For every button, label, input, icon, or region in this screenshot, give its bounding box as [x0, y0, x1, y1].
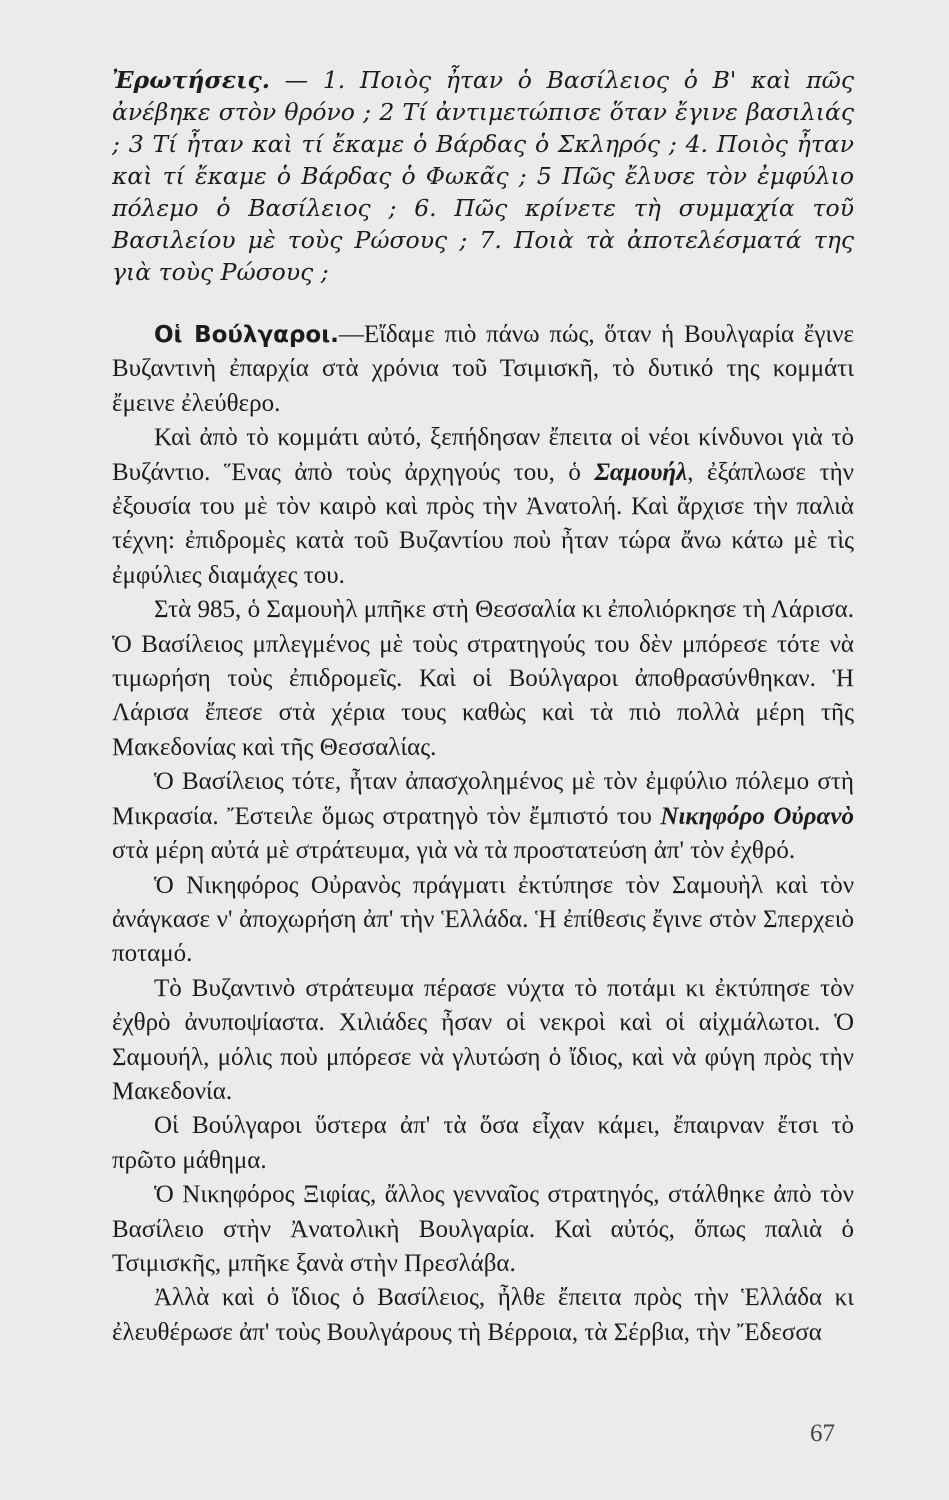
paragraph-7: Οἱ Βούλγαροι ὕστερα ἀπ' τὰ ὅσα εἶχαν κάμει, ἔπαιρναν ἔτσι τὸ πρῶτο μάθημα.: [112, 1112, 854, 1174]
paragraph-1: [112, 318, 854, 421]
paragraph-2-text-a: Καὶ ἀπὸ τὸ κομμάτι αὐτό, ξεπήδησαν ἔπειτα οἱ νέοι κίνδυνοι γιὰ τὸ Βυζάντιο. Ἕνας ἀπὸ τοὺς ἀρχηγούς του, ὁ: [112, 424, 854, 486]
page-number: 67: [810, 1420, 835, 1447]
paragraph-6: Τὸ Βυζαντινὸ στράτευμα πέρασε νύχτα τὸ ποτάμι κι ἐκτύπησε τὸν ἐχθρὸ ἀνυποψίαστα. Χιλιάδες ἦσαν οἱ νεκροὶ καὶ οἱ αἰχμάλωτοι. Ὁ Σαμουήλ, μόλις ποὺ μπόρεσε νὰ γλυτώση ὁ ἴδιος, καὶ νὰ φύγη πρὸς τὴν Μακεδονία.: [112, 974, 854, 1105]
paragraph-3: Στὰ 985, ὁ Σαμουὴλ μπῆκε στὴ Θεσσαλία κι ἐπολιόρκησε τὴ Λάρισα. Ὁ Βασίλειος μπλεγμένος μὲ τοὺς στρατηγούς του δὲν μπόρεσε τότε νὰ τιμωρήση τοὺς ἐπιδρομεῖς. Καὶ οἱ Βούλγαροι ἀποθρασύνθηκαν. Ἡ Λάρισα ἔπεσε στὰ χέρια τους καθὼς καὶ τὰ πιὸ πολλὰ μέρη τῆς Μακεδονίας καὶ τῆς Θεσσαλίας.: [112, 596, 854, 761]
paragraph-1-text: —Εἴδαμε πιὸ πάνω πώς, ὅταν ἡ Βουλγαρία ἔγινε Βυζαντινὴ ἐπαρχία στὰ χρόνια τοῦ Τσιμισκῆ, τὸ δυτικό της κομμάτι ἔμεινε ἐλεύθερο.: [112, 321, 855, 417]
paragraph-4-text-b: στὰ μέρη αὐτά μὲ στράτευμα, γιὰ νὰ τὰ προστατεύση ἀπ' τὸν ἐχθρό.: [112, 837, 796, 865]
paragraph-4-text-a: Ὁ Βασίλειος τότε, ἦταν ἀπασχολημένος μὲ τὸν ἐμφύλιο πόλεμο στὴ Μικρασία. Ἔστειλε ὅμως στρατηγὸ τὸν ἔμπιστό του: [112, 768, 854, 830]
paragraph-4: [112, 765, 854, 868]
paragraph-2-text-b: , ἐξάπλωσε τὴν ἐξουσία του μὲ τὸν καιρὸ καὶ πρὸς τὴν Ἀνατολή. Καὶ ἄρχισε τὴν παλιὰ τέχνη: ἐπιδρομὲς κατὰ τοῦ Βυζαντίου ποὺ ἦταν τώρα ἄνω κάτω μὲ τὶς ἐμφύλιες διαμάχες του.: [112, 458, 854, 589]
questions-label: Ἐρωτήσεις.: [112, 66, 270, 94]
questions-text: — 1. Ποιὸς ἦταν ὁ Βασίλειος ὁ Β' καὶ πῶς ἀνέβηκε στὸν θρόνο ; 2 Τί ἀντιμετώπισε ὅταν ἔγινε βασιλιάς ; 3 Τί ἦταν καὶ τί ἔκαμε ὁ Βάρδας ὁ Σκληρός ; 4. Ποιὸς ἦταν καὶ τί ἔκαμε ὁ Βάρδας ὁ Φωκᾶς ; 5 Πῶς ἔλυσε τὸν ἐμφύλιο πόλεμο ὁ Βασίλειος ; 6. Πῶς κρίνετε τὴ συμμαχία τοῦ Βασιλείου μὲ τοὺς Ρώσους ; 7. Ποιὰ τὰ ἀποτελέσματά της γιὰ τοὺς Ρώσους ;: [112, 66, 854, 286]
name-samuel: Σαμουήλ: [594, 458, 688, 486]
paragraph-2: [112, 421, 854, 593]
paragraph-8: Ὁ Νικηφόρος Ξιφίας, ἄλλος γενναῖος στρατηγός, στάλθηκε ἀπὸ τὸν Βασίλειο στὴν Ἀνατολικὴ Βουλγαρία. Καὶ αὐτός, ὅπως παλιὰ ὁ Τσιμισκῆς, μπῆκε ξανὰ στὴν Πρεσλάβα.: [112, 1181, 854, 1277]
section-heading: Οἱ Βούλγαροι.: [154, 322, 339, 348]
section-body: [112, 318, 854, 1350]
review-questions: [112, 64, 854, 288]
paragraph-5: Ὁ Νικηφόρος Οὐρανὸς πράγματι ἐκτύπησε τὸν Σαμουὴλ καὶ τὸν ἀνάγκασε ν' ἀποχωρήση ἀπ' τὴν Ἑλλάδα. Ἡ ἐπίθεσις ἔγινε στὸν Σπερχειὸ ποταμό.: [112, 871, 854, 968]
paragraph-9: Ἀλλὰ καὶ ὁ ἴδιος ὁ Βασίλειος, ἦλθε ἔπειτα πρὸς τὴν Ἑλλάδα κι ἐλευθέρωσε ἀπ' τοὺς Βουλγάρους τὴ Βέρροια, τὰ Σέρβια, τὴν Ἔδεσσα: [112, 1284, 854, 1346]
name-nikephoros-ouranos: Νικηφόρο Οὐρανὸ: [660, 802, 854, 830]
book-page: [112, 64, 854, 1464]
